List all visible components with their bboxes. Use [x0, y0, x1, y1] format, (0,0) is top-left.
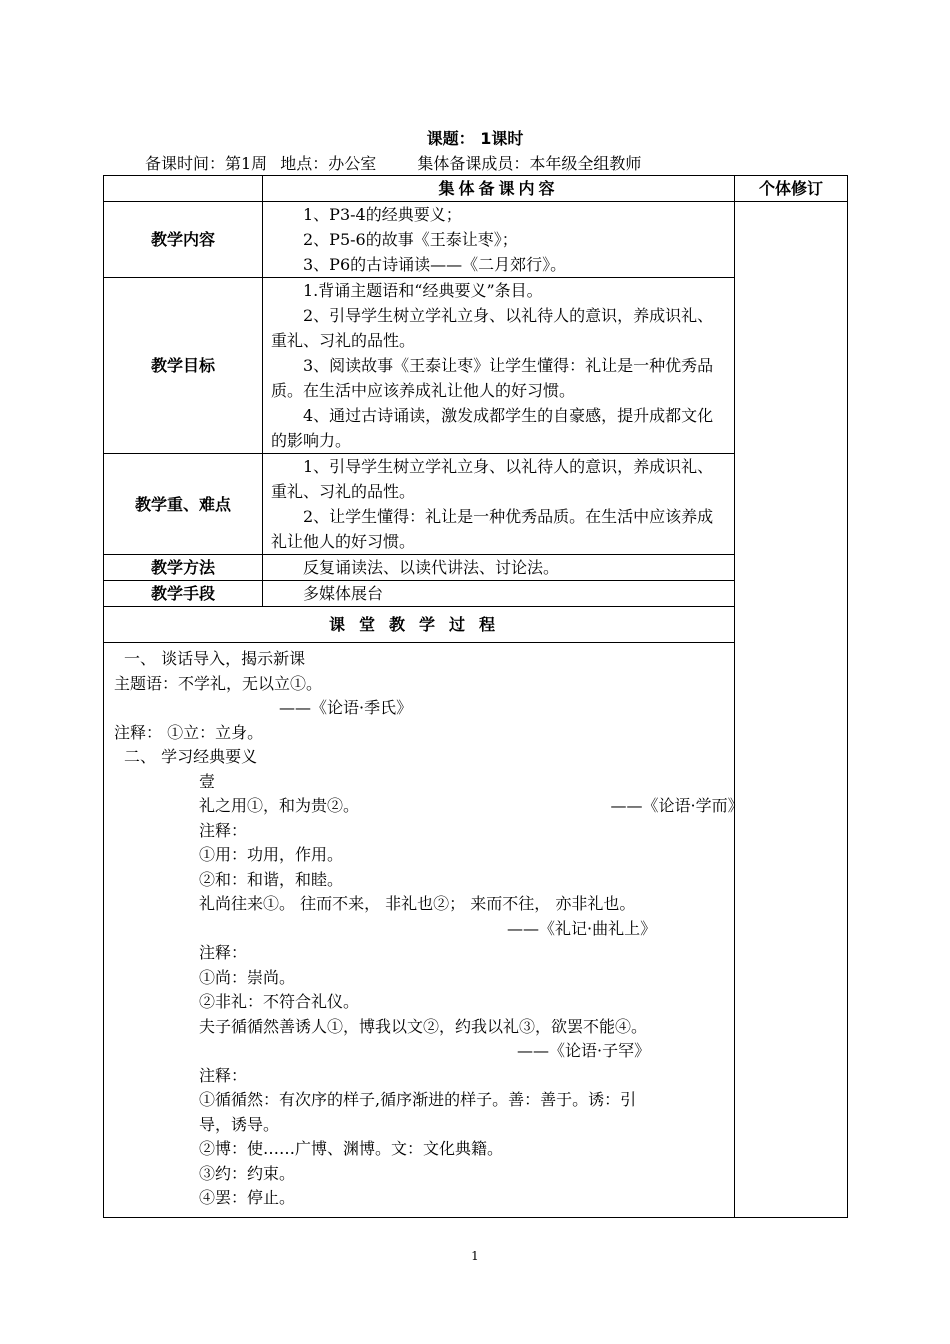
note-3d: ④罢：停止。	[199, 1188, 296, 1207]
goal-para: 2、引导学生树立学礼立身、以礼待人的意识，养成识礼、重礼、习礼的品性。	[271, 306, 714, 350]
note-0: 注释： ①立：立身。	[114, 722, 264, 742]
note-1a: ①用：功用，作用。	[199, 845, 344, 864]
note-1b: ②和：和谐，和睦。	[199, 869, 344, 889]
quote-1-source: ——《论语·学而》	[610, 796, 744, 815]
row-means	[263, 581, 735, 607]
row-label-goals: 教学目标	[104, 278, 263, 454]
quote-1	[114, 794, 744, 819]
note-2b: ②非礼：不符合礼仪。	[199, 992, 360, 1011]
revision-column	[735, 202, 848, 1218]
note-label: 注释：	[199, 820, 248, 840]
header-side: 个体修订	[735, 176, 848, 202]
row-content	[263, 202, 735, 278]
keypoint-para: 1、引导学生树立学礼立身、以礼待人的意识，养成识礼、重礼、习礼的品性。	[271, 457, 714, 501]
content-line: 1、P3-4的经典要义；	[303, 205, 462, 224]
header-blank	[104, 176, 263, 202]
row-method	[263, 555, 735, 581]
header-main: 集体备课内容	[263, 176, 735, 202]
row-label-means: 教学手段	[104, 581, 263, 607]
row-label-content: 教学内容	[104, 202, 263, 278]
note-3a-cont: 导，诱导。	[199, 1114, 280, 1134]
row-label-method: 教学方法	[104, 555, 263, 581]
note-3b: ②博：使……广博、渊博。文：文化典籍。	[199, 1139, 504, 1158]
quote-2: 礼尚往来①。 往而不来， 非礼也②； 来而不往， 亦非礼也。	[199, 894, 636, 913]
page-title: 课题： 1课时	[426, 129, 524, 148]
note-3c: ③约：约束。	[199, 1163, 296, 1183]
note-3a: ①循循然：有次序的样子,循序渐进的样子。善：善于。诱：引	[199, 1090, 637, 1109]
content-line: 2、P5-6的故事《王泰让枣》；	[303, 230, 518, 249]
quote-3: 夫子循循然善诱人①，博我以文②，约我以礼③，欲罢不能④。	[199, 1016, 648, 1036]
meta-members: 集体备课成员：本年级全组教师	[417, 154, 642, 173]
section-2: 二、 学习经典要义	[124, 747, 258, 766]
goal-para: 1.背诵主题语和“经典要义”条目。	[303, 281, 543, 300]
theme-line: 主题语：不学礼，无以立①。	[114, 673, 323, 693]
keypoint-para: 2、让学生懂得：礼让是一种优秀品质。在生活中应该养成礼让他人的好习惯。	[271, 507, 714, 551]
process-title: 课堂教学过程	[104, 607, 735, 643]
row-keypoints	[263, 454, 735, 555]
quote-2-source: ——《礼记·曲礼上》	[507, 918, 657, 938]
meta-time: 备课时间：第1周	[145, 154, 268, 173]
content-line: 3、P6的古诗诵读——《二月郊行》。	[303, 255, 567, 274]
row-goals	[263, 278, 735, 454]
means-text: 多媒体展台	[303, 584, 384, 603]
theme-source: ——《论语·季氏》	[279, 698, 413, 717]
meta-place: 地点：办公室	[280, 154, 377, 173]
goal-para: 3、阅读故事《王泰让枣》让学生懂得：礼让是一种优秀品质。在生活中应该养成礼让他人的好习惯。	[271, 356, 714, 400]
note-label: 注释：	[199, 943, 248, 962]
page-number: 1	[471, 1249, 479, 1263]
process-body	[104, 643, 744, 1218]
lesson-plan-table	[103, 175, 848, 1218]
note-label: 注释：	[199, 1065, 248, 1085]
yi-label: 壹	[199, 771, 216, 791]
meta-line	[145, 151, 641, 174]
section-1: 一、 谈话导入，揭示新课	[124, 649, 306, 668]
quote-1-text: 礼之用①，和为贵②。	[199, 796, 360, 815]
row-label-keypoints: 教学重、难点	[104, 454, 263, 555]
note-2a: ①尚：崇尚。	[199, 967, 296, 987]
quote-3-source: ——《论语·子罕》	[517, 1041, 651, 1060]
goal-para: 4、通过古诗诵读，激发成都学生的自豪感，提升成都文化的影响力。	[271, 406, 714, 450]
method-text: 反复诵读法、以读代讲法、讨论法。	[303, 558, 560, 577]
